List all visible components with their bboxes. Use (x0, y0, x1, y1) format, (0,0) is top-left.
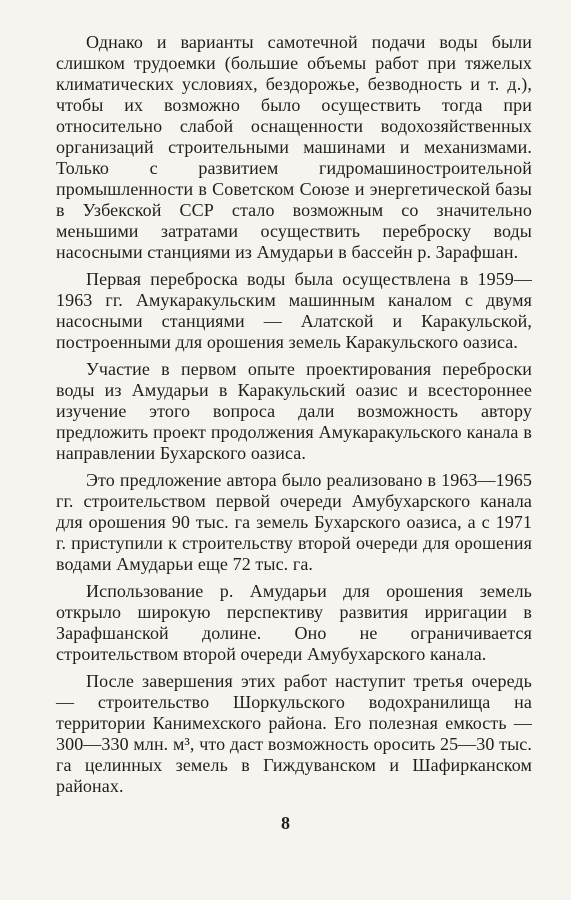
paragraph: Однако и варианты самотечной подачи воды были слишком трудоемки (большие объемы работ при тяжелых климатических условиях, бездорожье, безводность и т. д.), чтобы их возможно было осуществить тогда при относительно слабой оснащенности водохозяйственных организаций строительными машинами и механизмами. Только с развитием гидромашиностроительной промышленности в Советском Союзе и энергетической базы в Узбекской ССР стало возможным со значительно меньшими затратами осуществить переброску воды насосными станциями из Амударьи в бассейн р. Зарафшан. (56, 32, 532, 262)
paragraph: Это предложение автора было реализовано в 1963—1965 гг. строительством первой очереди Амубухарского канала для орошения 90 тыс. га земель Бухарского оазиса, а с 1971 г. приступили к строительству второй очереди для орошения водами Амударьи еще 72 тыс. га. (56, 470, 532, 574)
paragraph: Участие в первом опыте проектирования переброски воды из Амударьи в Каракульский оазис и всестороннее изучение этого вопроса дали возможность автору предложить проект продолжения Амукаракульского канала в направлении Бухарского оазиса. (56, 359, 532, 463)
page-number: 8 (281, 813, 290, 833)
paragraph: Использование р. Амударьи для орошения земель открыло широкую перспективу развития ирригации в Зарафшанской долине. Оно не ограничивается строительством второй очереди Амубухарского канала. (56, 581, 532, 664)
paragraph: После завершения этих работ наступит третья очередь — строительство Шоркульского водохранилища на территории Канимехского района. Его полезная емкость — 300—330 млн. м³, что даст возможность оросить 25—30 тыс. га целинных земель в Гиждуванском и Шафирканском районах. (56, 671, 532, 796)
paragraph: Первая переброска воды была осуществлена в 1959—1963 гг. Амукаракульским машинным каналом с двумя насосными станциями — Алатской и Каракульской, построенными для орошения земель Каракульского оазиса. (56, 269, 532, 352)
page-body (56, 32, 532, 803)
